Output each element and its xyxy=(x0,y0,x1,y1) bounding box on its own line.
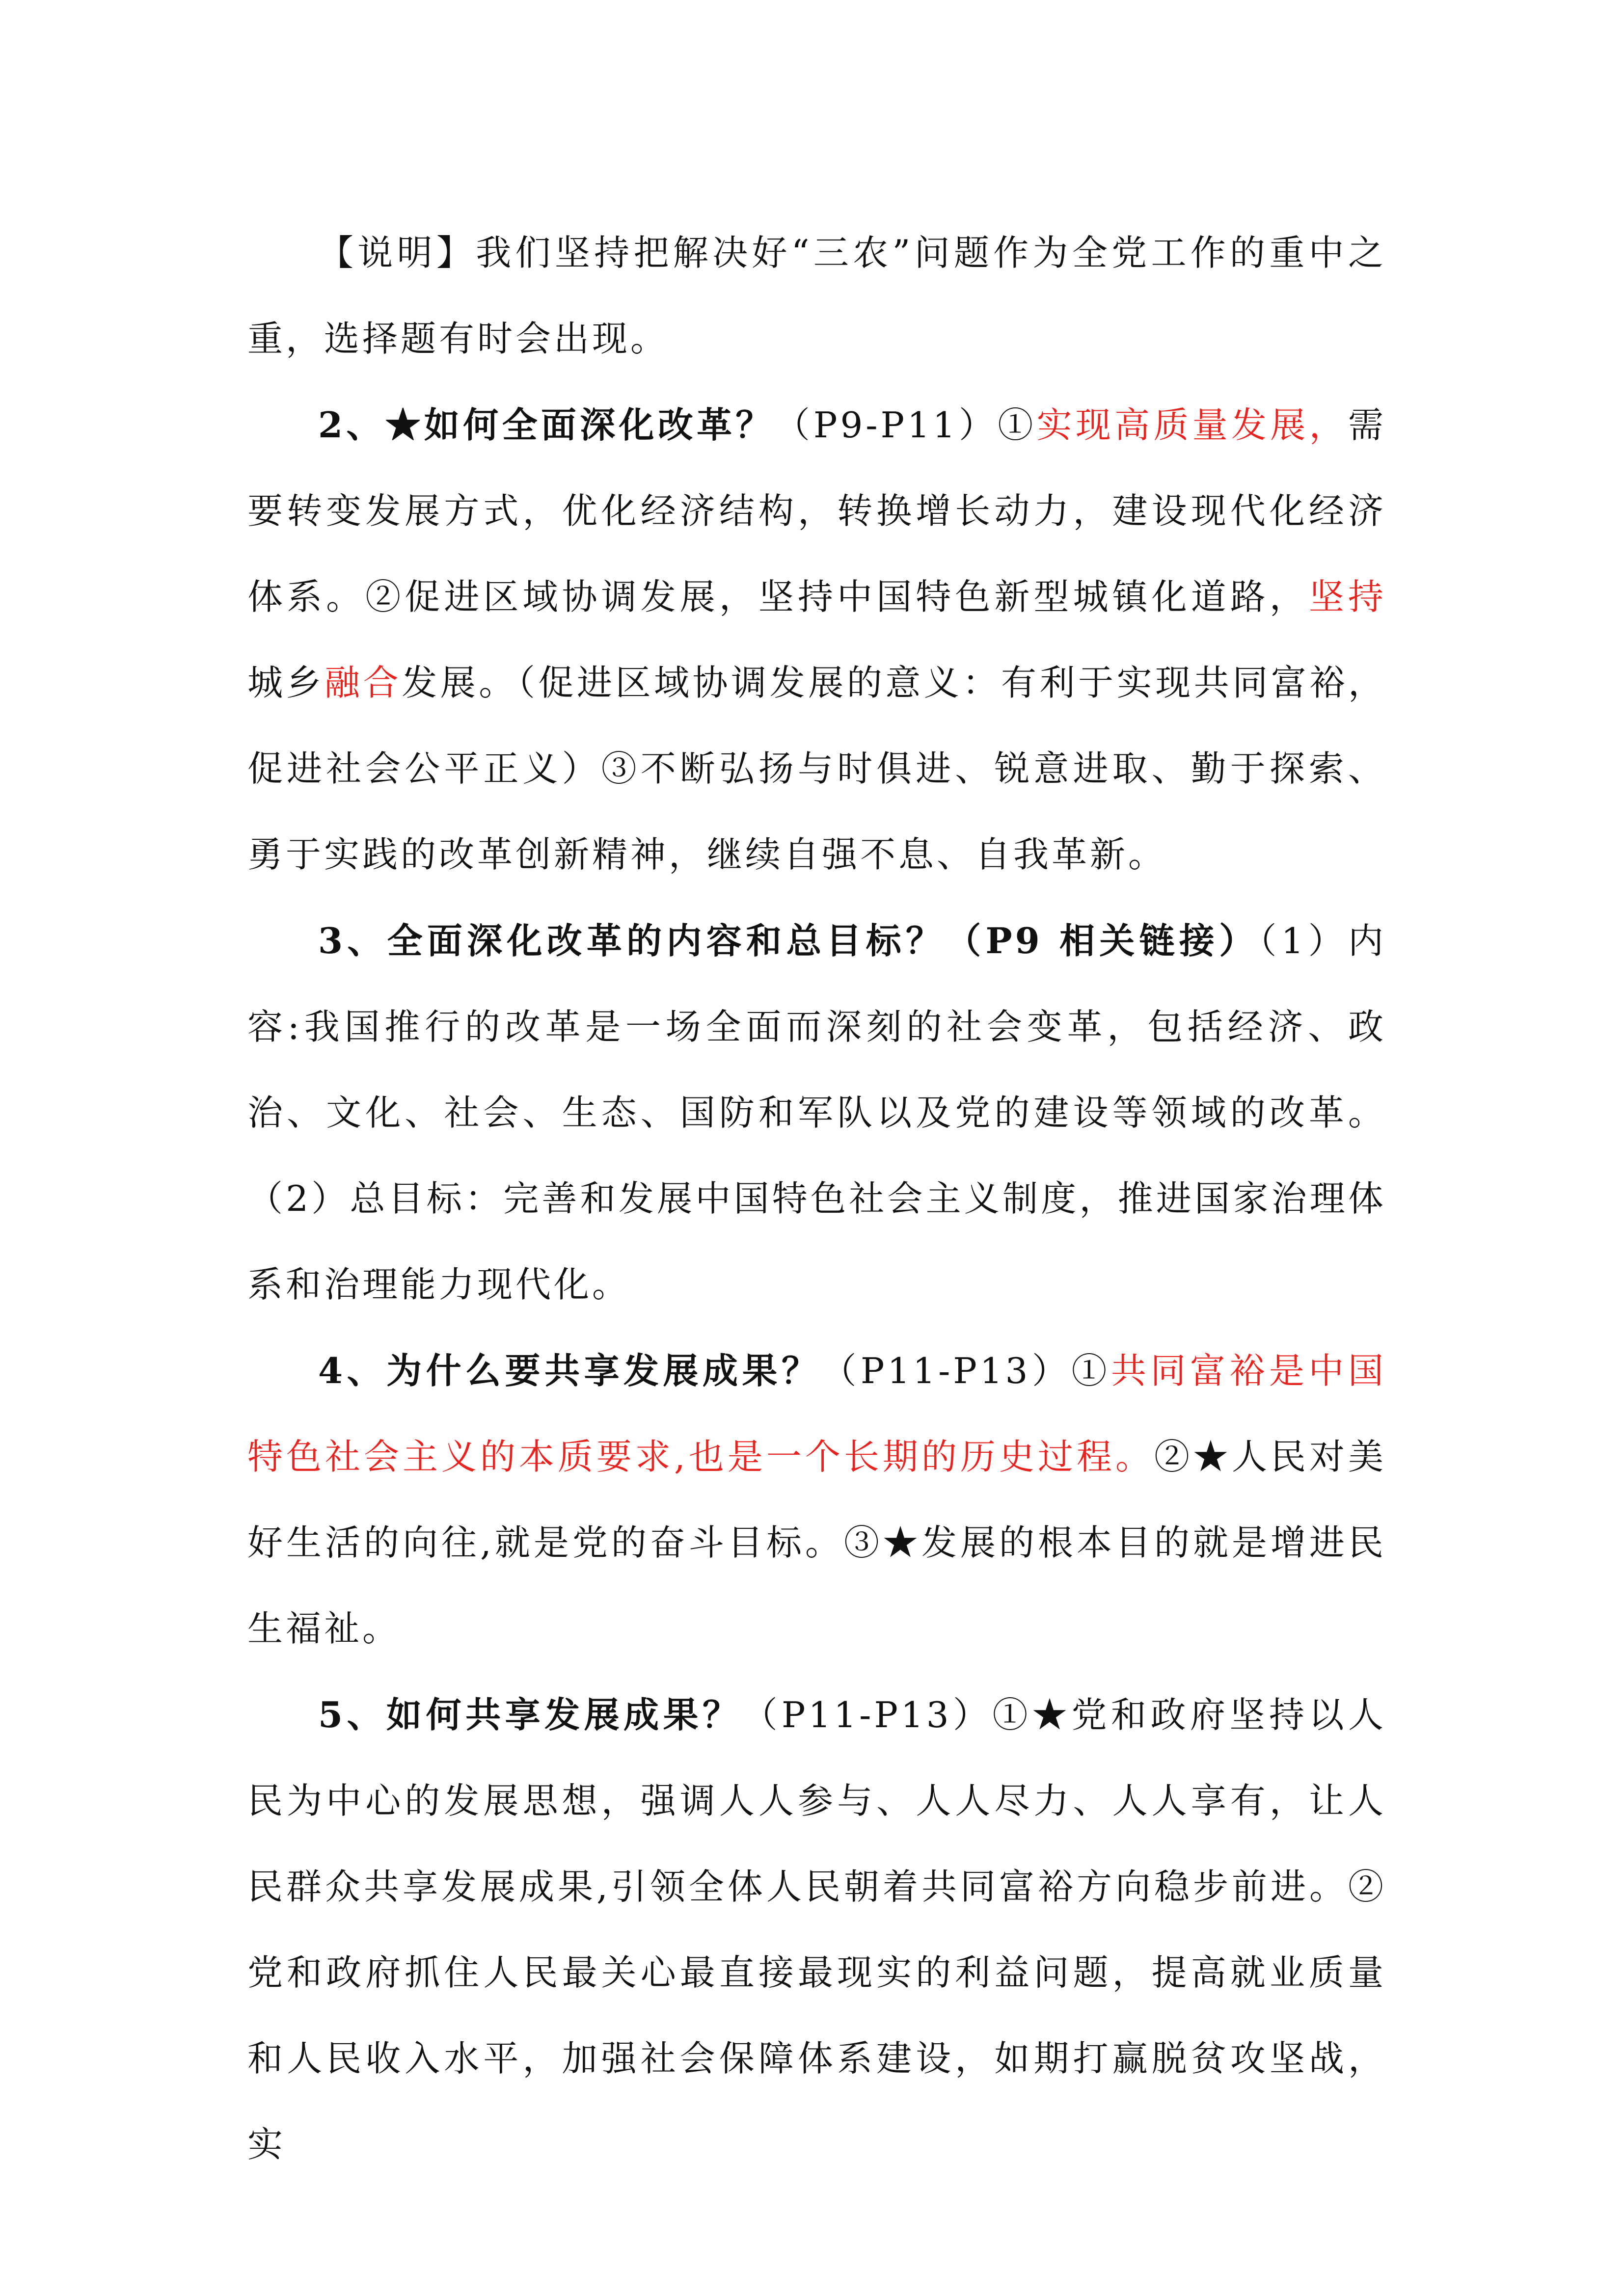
item-4-text-1: ① xyxy=(1071,1350,1111,1391)
item-3-question: 3、全面深化改革的内容和总目标？（P9 相关链接） xyxy=(318,920,1259,961)
item-4-text-2: ②★人民对美好生活的向往,就是党的奋斗目标。③★发展的根本目的就是增进民生福祉。 xyxy=(247,1436,1386,1649)
item-2-text-4: 发展。（促进区域协调发展的意义：有利于实现共同富裕，促进社会公平正义）③不断弘扬与时俱进、锐意进取、勤于探索、勇于实践的改革创新精神，继续自强不息、自我革新。 xyxy=(247,662,1386,875)
page-content xyxy=(247,210,1386,2188)
item-4-ref: （P11-P13） xyxy=(821,1350,1072,1391)
note-paragraph xyxy=(247,210,1386,382)
item-3-text: （1）内容:我国推行的改革是一场全面而深刻的社会变革，包括经济、政治、文化、社会、生态、国防和军队以及党的建设等领域的改革。（2）总目标：完善和发展中国特色社会主义制度，推进国家治理体系和治理能力现代化。 xyxy=(247,920,1386,1305)
item-2-ref: （P9-P11） xyxy=(774,404,998,446)
item-4-highlight-1: 共同富裕是中国特色社会主义的本质要求,也是一个长期的历史过程。 xyxy=(247,1350,1386,1477)
item-4-paragraph xyxy=(247,1328,1386,1672)
item-5-text: （P11-P13）①★党和政府坚持以人民为中心的发展思想，强调人人参与、人人尽力、人人享有，让人民群众共享发展成果,引领全体人民朝着共同富裕方向稳步前进。②党和政府抓住人民最关心最直接最现实的利益问题，提高就业质量和人民收入水平，加强社会保障体系建设，如期打赢脱贫攻坚战，实 xyxy=(247,1694,1386,2165)
item-2-text-1: ① xyxy=(998,404,1037,446)
item-2-highlight-1: 实现高质量发展， xyxy=(1036,404,1348,446)
item-5-paragraph xyxy=(247,1672,1386,2188)
item-2-text-2: 需要转变发展方式，优化经济结构，转换增长动力，建设现代化经济体系。②促进区域协调发展，坚持中国特色新型城镇化道路， xyxy=(247,404,1386,617)
item-2-text-3: 城乡 xyxy=(247,662,325,703)
item-2-highlight-3: 融合 xyxy=(325,662,402,703)
item-5-question: 5、如何共享发展成果？ xyxy=(318,1694,742,1735)
item-2-highlight-2: 坚持 xyxy=(1308,576,1386,617)
item-4-question: 4、为什么要共享发展成果？ xyxy=(318,1350,821,1391)
note-text: 【说明】我们坚持把解决好“三农”问题作为全党工作的重中之重，选择题有时会出现。 xyxy=(247,232,1386,359)
item-2-paragraph xyxy=(247,382,1386,898)
item-3-paragraph xyxy=(247,898,1386,1328)
item-2-question: 2、★如何全面深化改革？ xyxy=(318,404,775,446)
